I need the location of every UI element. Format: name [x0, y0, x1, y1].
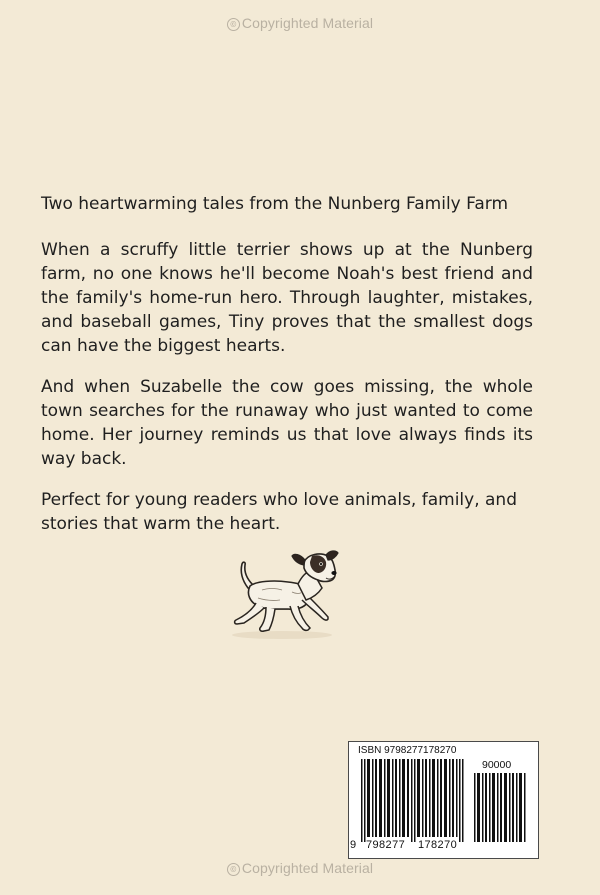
price-code: 90000 — [482, 759, 512, 771]
blurb-paragraph-audience: Perfect for young readers who love animals, family, and stories that warm the heart. — [41, 490, 517, 534]
barcode-digits-right: 178270 — [418, 839, 458, 851]
terrier-dog-illustration — [222, 548, 344, 643]
watermark-text-top: Copyrighted Material — [241, 15, 374, 31]
barcode-digit-first: 9 — [350, 839, 357, 851]
copyright-icon: © — [227, 863, 240, 876]
copyright-icon: © — [227, 18, 240, 31]
copyright-watermark-top — [0, 15, 600, 31]
isbn-barcode — [348, 741, 539, 859]
blurb-paragraph-tiny: When a scruffy little terrier shows up at the Nunberg farm, no one knows he'll become Noah's best friend and the family's home-run hero. Through laughter, mistakes, and baseball games, Tiny proves that the smallest dogs can have the biggest hearts. — [41, 240, 533, 356]
barcode-digits-left: 798277 — [366, 839, 406, 851]
watermark-text-bottom: Copyrighted Material — [241, 860, 374, 876]
isbn-label: ISBN 9798277178270 — [358, 745, 457, 756]
copyright-watermark-bottom — [0, 860, 600, 876]
blurb-paragraph-suzabelle: And when Suzabelle the cow goes missing, the whole town searches for the runaway who just wanted to come home. Her journey reminds us that love always finds its way back. — [41, 377, 533, 469]
tagline: Two heartwarming tales from the Nunberg Family Farm — [41, 194, 509, 214]
